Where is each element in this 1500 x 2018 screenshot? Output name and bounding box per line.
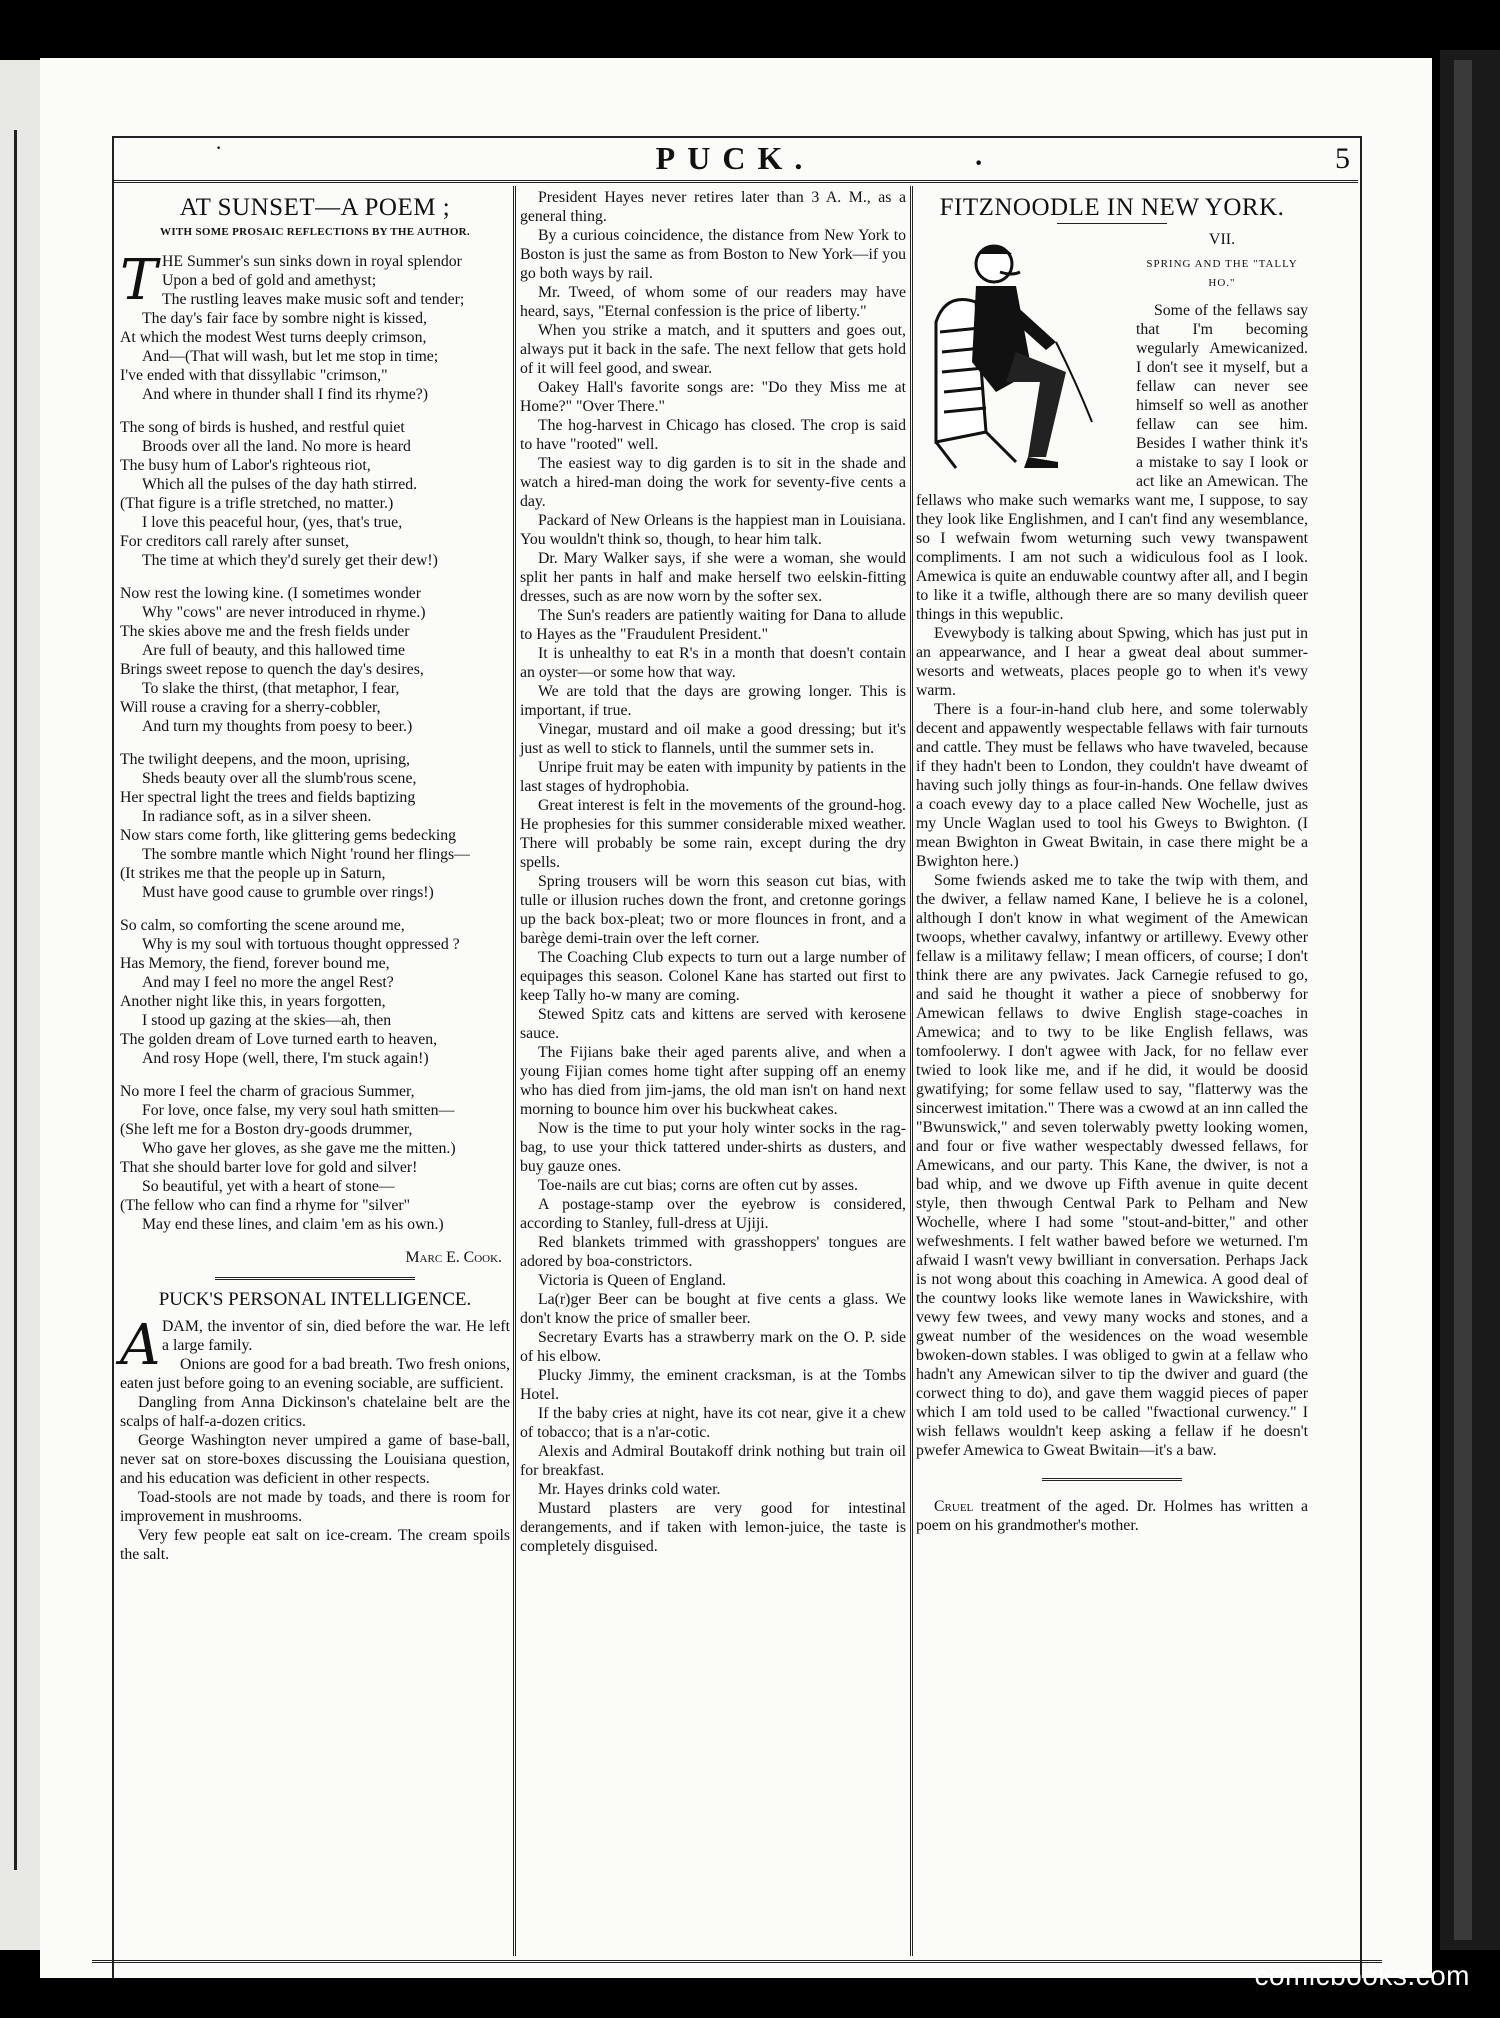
- poem-line: In radiance soft, as in a silver sheen.: [142, 808, 372, 825]
- column-middle: [520, 188, 906, 1556]
- poem-stanza: [120, 418, 510, 570]
- brevity-paragraph: We are told that the days are growing longer. This is important, if true.: [520, 683, 906, 719]
- poem-stanza: [120, 1082, 510, 1234]
- fitznoodle-paragraph: There is a four-in-hand club here, and some tolerwably decent and appawently wespectable fellaws with fair turnouts and cattle. They must be fellaws who have twaveled, because if they hadn't been to London, they couldn't have dweamt of having such jolly things as four-in-hands. One fellaw dwives a coach evewy day to a place called New Wochelle, just as my Uncle Waglan used to tool his Gweys to Bwighton. (I mean Bwighton in Gweat Bwitain, in case there might be a Bwighton here.): [916, 701, 1308, 870]
- intel-paragraph: George Washington never umpired a game of base-ball, never sat on store-boxes discussing the Louisiana question, and his education was deficient in other respects.: [120, 1432, 510, 1487]
- brevity-paragraph: Mr. Hayes drinks cold water.: [538, 1481, 721, 1498]
- fitznoodle-paragraph: Some fwiends asked me to take the twip with them, and the dwiver, a fellaw named Kane, I believe he is a colonel, although I don't know in what wegiment of the Amewican twoops, whether cavalwy, infantwy or artillewy. Evewy other fellaw is a militawy fellaw; I mean officers, of course; I don't think there are any pwivates. Jack Carnegie refused to go, and said he thought it wather a piece of snobberwy for Amewican fellaws to dwive English stage-coaches in Amewica; and to twy to be like English fellaws, was tomfoolerwy. I don't agwee with Jack, for no fellaw ever twied to look like me, and if he did, it would be doosid gwatifying; for some fellaw used to say, "flatterwy was the sincerwest imitation." There was a cwowd at an inn called the "Bwunswick," and seven tolerwably pwetty looking women, and four or five wather wespectably dwessed fellaws, for Amewicans, and our party. This Kane, the dwiver, is not a bad whip, and we dwove up Fifth avenue in quite decent style, then thwough Centwal Park to Pelham and New Wochelle, where I had some "stout-and-bitter," and other wefweshments. I felt wather bawed before we weturned. I'm afwaid I wasn't vewy bwilliant in conversation. Perhaps Jack is not wong about this coaching in Amewica. A good deal of the countwy looks like wemote lanes in Wawickshire, with vewy few twees, and vewy many wocks and stones, and a gweat number of the wesidences on the woad wesemble bwoken-down stables. I was obliged to gwin at a fellaw who hadn't any Amewican silver to tip the dwiver and guard (the corwect thing to do), and gave them waggid pieces of paper which I am told used to be called "fwactional curwency." I wish fellaws wouldn't keep asking a fellaw if he doesn't pwefer Amewica to Gweat Bwitain—it's a baw.: [916, 872, 1308, 1459]
- poem-line: Upon a bed of gold and amethyst;: [162, 272, 377, 289]
- poem-line: Why "cows" are never introduced in rhyme.): [142, 604, 426, 621]
- intel-paragraph: Dangling from Anna Dickinson's chatelaine belt are the scalps of half-a-dozen critics.: [120, 1394, 510, 1430]
- poem-line: At which the modest West turns deeply crimson,: [120, 329, 427, 346]
- brevity-paragraph: Toe-nails are cut bias; corns are often cut by asses.: [538, 1177, 858, 1194]
- poem-line: And rosy Hope (well, there, I'm stuck again!): [142, 1050, 429, 1067]
- brevity-paragraph: Now is the time to put your holy winter socks in the rag-bag, to use your thick tattered under-shirts as dusters, and buy gauze ones.: [520, 1120, 906, 1175]
- poem-line: For creditors call rarely after sunset,: [120, 533, 349, 550]
- poem-line: The day's fair face by sombre night is kissed,: [142, 310, 427, 327]
- brevity-paragraph: By a curious coincidence, the distance from New York to Boston is just the same as from Boston to New York—if you go both ways by rail.: [520, 227, 906, 282]
- poem-line: (She left me for a Boston dry-goods drummer,: [120, 1121, 413, 1138]
- poem-line: So calm, so comforting the scene around me,: [120, 917, 405, 934]
- poem-line: Has Memory, the fiend, forever bound me,: [120, 955, 390, 972]
- brevity-paragraph: If the baby cries at night, have its cot near, give it a chew of tobacco; that is a n'ar-cotic.: [520, 1405, 906, 1441]
- poem-line: So beautiful, yet with a heart of stone—: [142, 1178, 395, 1195]
- brevity-paragraph: President Hayes never retires later than 3 A. M., as a general thing.: [520, 189, 906, 225]
- poem-line: The busy hum of Labor's righteous riot,: [120, 457, 371, 474]
- poem-line: The golden dream of Love turned earth to heaven,: [120, 1031, 438, 1048]
- page-number: 5: [1335, 142, 1350, 175]
- brevity-paragraph: Oakey Hall's favorite songs are: "Do they Miss me at Home?" "Over There.": [520, 379, 906, 415]
- closing-separator: [1042, 1478, 1182, 1481]
- poem-line: (The fellow who can find a rhyme for "silver": [120, 1197, 411, 1214]
- brevity-paragraph: Stewed Spitz cats and kittens are served with kerosene sauce.: [520, 1006, 906, 1042]
- poem-line: Must have good cause to grumble over rings!): [142, 884, 434, 901]
- brevity-paragraph: Packard of New Orleans is the happiest man in Louisiana. You wouldn't think so, though, to hear him talk.: [520, 512, 906, 548]
- brevity-paragraph: Mr. Tweed, of whom some of our readers may have heard, says, "Eternal confession is the price of liberty.": [520, 284, 906, 320]
- poem-line: Brings sweet repose to quench the day's desires,: [120, 661, 424, 678]
- intel-paragraph: Onions are good for a bad breath. Two fresh onions, eaten just before going to an evening sociable, are sufficient.: [120, 1356, 510, 1392]
- poem-line: I love this peaceful hour, (yes, that's true,: [142, 514, 403, 531]
- brevity-paragraph: The Fijians bake their aged parents alive, and when a young Fijian comes home tight after supping off an enemy who has died from jim-jams, the old man isn't on hand next morning to bounce him over his buckwheat cakes.: [520, 1044, 906, 1118]
- poem-line: Broods over all the land. No more is heard: [142, 438, 411, 455]
- poem-line: Another night like this, in years forgotten,: [120, 993, 386, 1010]
- intel-paragraph: DAM, the inventor of sin, died before the war. He left a large family.: [162, 1318, 510, 1354]
- masthead: · PUCK. · 5: [216, 140, 1350, 179]
- brevity-paragraph: The hog-harvest in Chicago has closed. The crop is said to have "rooted" well.: [520, 417, 906, 453]
- poem-line: May end these lines, and claim 'em as his own.): [142, 1216, 444, 1233]
- poem-line: Her spectral light the trees and fields baptizing: [120, 789, 416, 806]
- fitznoodle-body: [916, 301, 1308, 1460]
- poem-line: Now rest the lowing kine. (I sometimes wonder: [120, 585, 421, 602]
- intel-body: [120, 1313, 510, 1564]
- brevity-paragraph: Victoria is Queen of England.: [538, 1272, 727, 1289]
- poem-line: Which all the pulses of the day hath stirred.: [142, 476, 418, 493]
- brevity-paragraph: The Coaching Club expects to turn out a large number of equipages this season. Colonel Kane has started out first to keep Tally ho-w many are coming.: [520, 949, 906, 1004]
- poem-subtitle: WITH SOME PROSAIC REFLECTIONS BY THE AUTHOR.: [160, 226, 470, 238]
- intel-dropcap: A: [120, 1313, 161, 1378]
- poem-line: Will rouse a craving for a sherry-cobbler,: [120, 699, 381, 716]
- right-binding-edge: [1440, 50, 1500, 1950]
- poem-line: Who gave her gloves, as she gave me the mitten.): [142, 1140, 456, 1157]
- poem-line: The skies above me and the fresh fields under: [120, 623, 410, 640]
- poem-stanza: [120, 750, 510, 902]
- poem-line: And where in thunder shall I find its rhyme?): [142, 386, 429, 403]
- poem-line: The twilight deepens, and the moon, uprising,: [120, 751, 410, 768]
- brevity-paragraph: Spring trousers will be worn this season cut bias, with tulle or illusion ruches down the front, and cretonne gorings up the back box-pleat; two or more flounces in front, and a barège demi-train over the left corner.: [520, 873, 906, 947]
- closing-paragraph: [916, 1497, 1308, 1535]
- poem-stanza: [120, 916, 510, 1068]
- poem-line: To slake the thirst, (that metaphor, I fear,: [142, 680, 400, 697]
- closing-lead: Cruel: [934, 1498, 974, 1515]
- poem-title: AT SUNSET—A POEM ;: [179, 194, 451, 221]
- poem-line: No more I feel the charm of gracious Summer,: [120, 1083, 415, 1100]
- poem-body: [120, 248, 510, 1234]
- intel-paragraph: Very few people eat salt on ice-cream. The cream spoils the salt.: [120, 1527, 510, 1563]
- poem-line: And—(That will wash, but let me stop in time;: [142, 348, 439, 365]
- poem-line: The song of birds is hushed, and restful quiet: [120, 419, 405, 436]
- bottom-rule: [92, 1960, 1382, 1963]
- masthead-rule: [112, 180, 1358, 183]
- intel-title: PUCK'S PERSONAL INTELLIGENCE.: [158, 1289, 472, 1310]
- fitznoodle-illustration-icon: [916, 232, 1126, 472]
- poem-line: The time at which they'd surely get their dew!): [142, 552, 438, 569]
- fitznoodle-paragraph: Evewybody is talking about Spwing, which has just put in an appearwance, and I hear a gweat deal about summer-wesorts and wetweats, places people go to when it's vewy warm.: [916, 625, 1308, 699]
- poem-line: I stood up gazing at the skies—ah, then: [142, 1012, 392, 1029]
- chapter-number: VII.: [1208, 231, 1236, 248]
- intel-paragraph: Toad-stools are not made by toads, and there is room for improvement in mushrooms.: [120, 1489, 510, 1525]
- poem-line: Sheds beauty over all the slumb'rous scene,: [142, 770, 417, 787]
- brevity-paragraph: The easiest way to dig garden is to sit in the shade and watch a hired-man doing the work for seventy-five cents a day.: [520, 455, 906, 510]
- poem-line: Why is my soul with tortuous thought oppressed ?: [142, 936, 460, 953]
- poem-signature: Marc E. Cook.: [405, 1249, 502, 1266]
- brevity-paragraph: Vinegar, mustard and oil make a good dressing; but it's just as well to stick to flannels, until the summer sets in.: [520, 721, 906, 757]
- poem-line: That she should barter love for gold and silver!: [120, 1159, 418, 1176]
- poem-line: For love, once false, my very soul hath smitten—: [142, 1102, 455, 1119]
- column-left: [120, 188, 510, 1564]
- brevity-paragraph: When you strike a match, and it sputters and goes out, always put it back in the safe. The next fellow that gets hold of it will feel good, and swear.: [520, 322, 906, 377]
- poem-line: HE Summer's sun sinks down in royal splendor: [162, 253, 462, 270]
- column-rule-1: [513, 186, 516, 1956]
- brevity-paragraph: Secretary Evarts has a strawberry mark on the O. P. side of his elbow.: [520, 1329, 906, 1365]
- poem-stanza: [120, 584, 510, 736]
- fitznoodle-paragraph: Some of the fellaws say that I'm becoming wegularly Amewicanized. I don't see it myself, but a fellaw can never see himself so well as another fellaw can see him. Besides I wather think it's a mistake to say I look or act like an Amewican. The fellaws who make such wemarks want me, I suppose, to say they look like Englishmen, and I can't find any wesemblance, so I wefwain fwom weturning such vewy twanspawent compliments. I am not such a widiculous fool as I look. Amewica is quite an enduwable countwy after all, and I begin to like it a twifle, although there are so many devilish queer things in this wepublic.: [916, 302, 1308, 623]
- poem-line: I've ended with that dissyllabic "crimson,": [120, 367, 388, 384]
- brevity-paragraph: Mustard plasters are very good for intestinal derangements, and if taken with lemon-juice, the taste is completely disguised.: [520, 1500, 906, 1555]
- fitznoodle-title: FITZNOODLE IN NEW YORK.: [939, 194, 1285, 221]
- poem-dropcap: T: [120, 248, 158, 313]
- chapter-subtitle: SPRING AND THE "TALLY HO.": [1146, 258, 1298, 289]
- section-separator: [215, 1277, 415, 1280]
- column-right: [916, 188, 1308, 1535]
- brevity-paragraph: It is unhealthy to eat R's in a month that doesn't contain an oyster—or some how that way.: [520, 645, 906, 681]
- poem-line: And may I feel no more the angel Rest?: [142, 974, 394, 991]
- poem-line: The rustling leaves make music soft and tender;: [162, 291, 465, 308]
- brevity-paragraph: Great interest is felt in the movements of the ground-hog. He prophesies for this summer considerable mixed weather. There will probably be some rain, except during the dry spells.: [520, 797, 906, 871]
- brevity-paragraph: Alexis and Admiral Boutakoff drink nothing but train oil for breakfast.: [520, 1443, 906, 1479]
- closing-text: treatment of the aged. Dr. Holmes has written a poem on his grandmother's mother.: [916, 1498, 1308, 1534]
- poem-line: (That figure is a trifle stretched, no matter.): [120, 495, 394, 512]
- poem-line: (It strikes me that the people up in Saturn,: [120, 865, 386, 882]
- column-rule-2: [910, 186, 913, 1956]
- brevity-paragraph: La(r)ger Beer can be bought at five cents a glass. We don't know the price of smaller beer.: [520, 1291, 906, 1327]
- poem-line: Are full of beauty, and this hallowed time: [142, 642, 406, 659]
- watermark-text: comicbooks.com: [1254, 1960, 1470, 1991]
- poem-line: The sombre mantle which Night 'round her flings—: [142, 846, 470, 863]
- brevity-paragraph: Dr. Mary Walker says, if she were a woman, she would split her pants in half and make herself two eelskin-fitting dresses, such as are now worn by the softer sex.: [520, 550, 906, 605]
- brevity-paragraph: Red blankets trimmed with grasshoppers' tongues are adored by boa-constrictors.: [520, 1234, 906, 1270]
- poem-stanza: [120, 248, 510, 404]
- masthead-title: PUCK.: [655, 140, 815, 176]
- poem-line: And turn my thoughts from poesy to beer.): [142, 718, 413, 735]
- brevity-paragraph: A postage-stamp over the eyebrow is considered, according to Stanley, full-dress at Ujiji.: [520, 1196, 906, 1232]
- brevity-paragraph: Unripe fruit may be eaten with impunity by patients in the last stages of hydrophobia.: [520, 759, 906, 795]
- brevity-paragraph: Plucky Jimmy, the eminent cracksman, is at the Tombs Hotel.: [520, 1367, 906, 1403]
- poem-line: Now stars come forth, like glittering gems bedecking: [120, 827, 457, 844]
- brevity-paragraph: The Sun's readers are patiently waiting for Dana to allude to Hayes as the "Fraudulent President.": [520, 607, 906, 643]
